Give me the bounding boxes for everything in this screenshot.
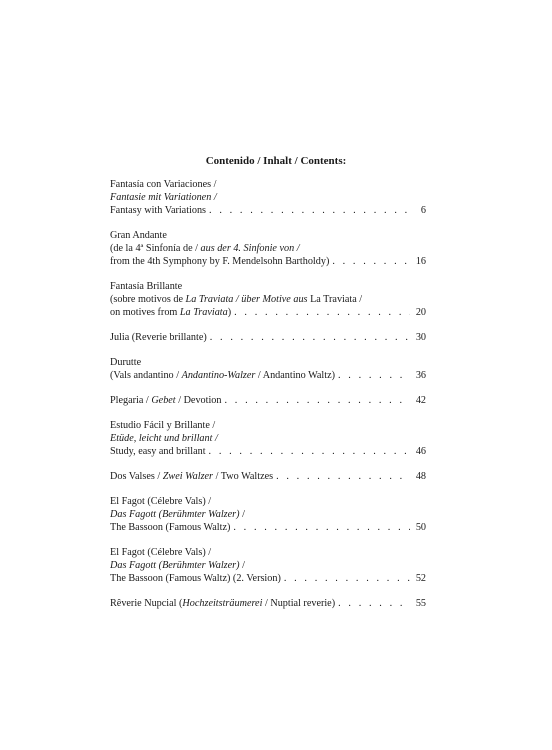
dot-leader [231,306,410,319]
table-of-contents [110,178,426,622]
dot-leader [335,597,410,610]
toc-entry [110,470,426,483]
page-title: Contenido / Inhalt / Contents: [205,155,347,167]
toc-page-number: 42 [415,395,426,406]
dot-leader [273,470,410,483]
dot-leader [230,521,410,534]
toc-entry-line [110,597,426,610]
toc-entry-title: The Bassoon (Famous Waltz) (2. Version) [110,573,281,584]
toc-page-number: 30 [415,332,426,343]
dot-leader [281,572,410,585]
toc-entry [110,419,426,458]
toc-entry-line [110,204,426,217]
toc-entry-line: (de la 4ª Sinfonía de / aus der 4. Sinfonie von / [110,243,300,254]
toc-entry-line: Durutte [110,357,142,368]
toc-entry-line: El Fagot (Célebre Vals) / [110,547,212,558]
toc-page-number: 6 [420,205,426,216]
toc-entry [110,331,426,344]
toc-page-number: 50 [415,522,426,533]
dot-leader [329,255,410,268]
toc-entry-line [110,394,426,407]
toc-entry-line: El Fagot (Célebre Vals) / [110,496,212,507]
dot-leader [206,204,410,217]
toc-entry-line [110,445,426,458]
toc-entry-line: Fantasie mit Variationen / [110,192,217,203]
toc-page-number: 46 [415,446,426,457]
dot-leader [221,394,410,407]
dot-leader [335,369,410,382]
toc-page-number: 48 [415,471,426,482]
dot-leader [207,331,410,344]
toc-entry-title: Study, easy and brillant [110,446,206,457]
toc-entry [110,356,426,382]
toc-entry-line [110,470,426,483]
toc-entry-title: (Vals andantino / Andantino-Walzer / Andantino Waltz) [110,370,335,381]
toc-entry-title: The Bassoon (Famous Waltz) [110,522,231,533]
toc-page-number: 52 [415,573,426,584]
toc-entry-line: Etüde, leicht und brillant / [110,433,218,444]
toc-entry-title: from the 4th Symphony by F. Mendelsohn Bartholdy) [110,256,330,267]
toc-entry [110,546,426,585]
toc-page-number: 20 [415,307,426,318]
toc-page-number: 55 [415,598,426,609]
toc-entry-title: Julia (Reverie brillante) [110,332,207,343]
toc-entry [110,280,426,319]
toc-entry [110,178,426,217]
toc-entry-line [110,306,426,319]
dot-leader [206,445,410,458]
toc-entry [110,229,426,268]
toc-entry-line [110,521,426,534]
toc-entry-line: (sobre motivos de La Traviata / über Motive aus La Traviata / [110,294,363,305]
toc-entry-title: Dos Valses / Zwei Walzer / Two Waltzes [110,471,274,482]
toc-entry-line: Estudio Fácil y Brillante / [110,420,216,431]
toc-entry [110,495,426,534]
toc-entry-title: Plegaria / Gebet / Devotion [110,395,222,406]
toc-entry-line: Fantasía Brillante [110,281,183,292]
toc-entry-line: Das Fagott (Berühmter Walzer) / [110,560,245,571]
toc-entry-line [110,255,426,268]
toc-entry-line: Das Fagott (Berühmter Walzer) / [110,509,245,520]
toc-entry-title: Rêverie Nupcial (Hochzeitsträumerei / Nuptial reverie) [110,598,336,609]
toc-entry-line [110,331,426,344]
toc-entry-title: Fantasy with Variations [110,205,207,216]
toc-entry-line [110,369,426,382]
toc-entry-line: Gran Andante [110,230,167,241]
toc-entry [110,394,426,407]
toc-entry [110,597,426,610]
toc-page-number: 16 [415,256,426,267]
toc-entry-title: on motives from La Traviata) [110,307,232,318]
toc-entry-line: Fantasía con Variaciones / [110,179,217,190]
toc-entry-line [110,572,426,585]
toc-page-number: 36 [415,370,426,381]
